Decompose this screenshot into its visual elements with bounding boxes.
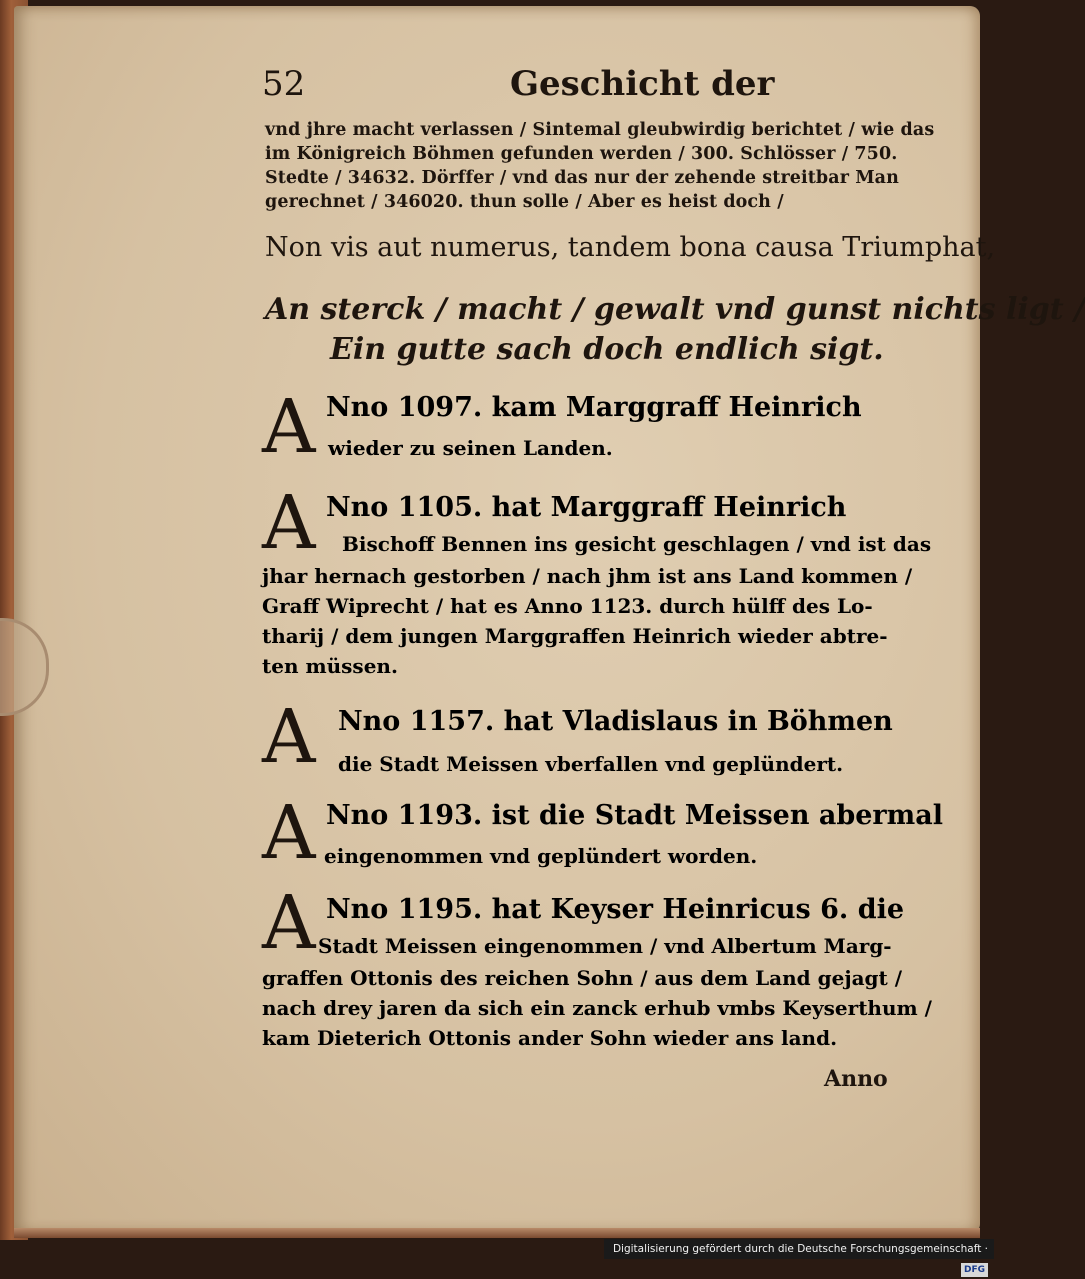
- drop-initial: A: [262, 384, 316, 470]
- running-title: Geschicht der: [510, 64, 775, 104]
- entry-line: ten müssen.: [262, 654, 398, 678]
- motto-line: An sterck / macht / gewalt vnd gunst nichts ligt /: [265, 292, 1085, 327]
- entry-line: Bischoff Bennen ins gesicht geschlagen / vnd ist das: [342, 532, 932, 556]
- dfg-logo: DFG: [961, 1263, 988, 1277]
- entry-line: tharij / dem jungen Marggraffen Heinrich wieder abtre-: [262, 624, 888, 648]
- entry-line: Stadt Meissen eingenommen / vnd Albertum Marg-: [318, 934, 892, 958]
- entry-first-line: Nno 1157. hat Vladislaus in Böhmen: [338, 706, 893, 737]
- entry-first-line: Nno 1193. ist die Stadt Meissen abermal: [326, 800, 943, 831]
- page-number: 52: [262, 64, 306, 104]
- entry-line: die Stadt Meissen vberfallen vnd geplündert.: [338, 752, 844, 776]
- entry-first-line: Nno 1195. hat Keyser Heinricus 6. die: [326, 894, 905, 925]
- catchword: Anno: [824, 1066, 888, 1092]
- entry-line: kam Dieterich Ottonis ander Sohn wieder ans land.: [262, 1026, 838, 1050]
- entry-line: graffen Ottonis des reichen Sohn / aus dem Land gejagt /: [262, 966, 903, 990]
- footer-credit: Digitalisierung gefördert durch die Deutsche Forschungsgemeinschaft ·: [612, 1243, 988, 1255]
- drop-initial: A: [262, 694, 316, 780]
- intro-line: gerechnet / 346020. thun solle / Aber es heist doch /: [265, 192, 784, 212]
- latin-verse: Non vis aut numerus, tandem bona causa Triumphat,: [265, 232, 996, 263]
- drop-initial: A: [262, 880, 316, 966]
- entry-line: Graff Wiprecht / hat es Anno 1123. durch hülff des Lo-: [262, 594, 873, 618]
- page-bottom-edge: [14, 1228, 980, 1238]
- entry-line: wieder zu seinen Landen.: [328, 436, 613, 460]
- entry-line: nach drey jaren da sich ein zanck erhub vmbs Keyserthum /: [262, 996, 932, 1020]
- intro-line: im Königreich Böhmen gefunden werden / 300. Schlösser / 750.: [265, 144, 898, 164]
- entry-line: jhar hernach gestorben / nach jhm ist ans Land kommen /: [262, 564, 913, 588]
- entry-first-line: Nno 1097. kam Marggraff Heinrich: [326, 392, 862, 423]
- intro-line: vnd jhre macht verlassen / Sintemal gleubwirdig berichtet / wie das: [265, 120, 935, 140]
- drop-initial: A: [262, 480, 316, 566]
- entry-first-line: Nno 1105. hat Marggraff Heinrich: [326, 492, 847, 523]
- motto-line: Ein gutte sach doch endlich sigt.: [330, 332, 884, 367]
- drop-initial: A: [262, 790, 316, 876]
- digitization-footer: [604, 1239, 994, 1275]
- entry-line: eingenommen vnd geplündert worden.: [324, 844, 758, 868]
- intro-line: Stedte / 34632. Dörffer / vnd das nur der zehende streitbar Man: [265, 168, 899, 188]
